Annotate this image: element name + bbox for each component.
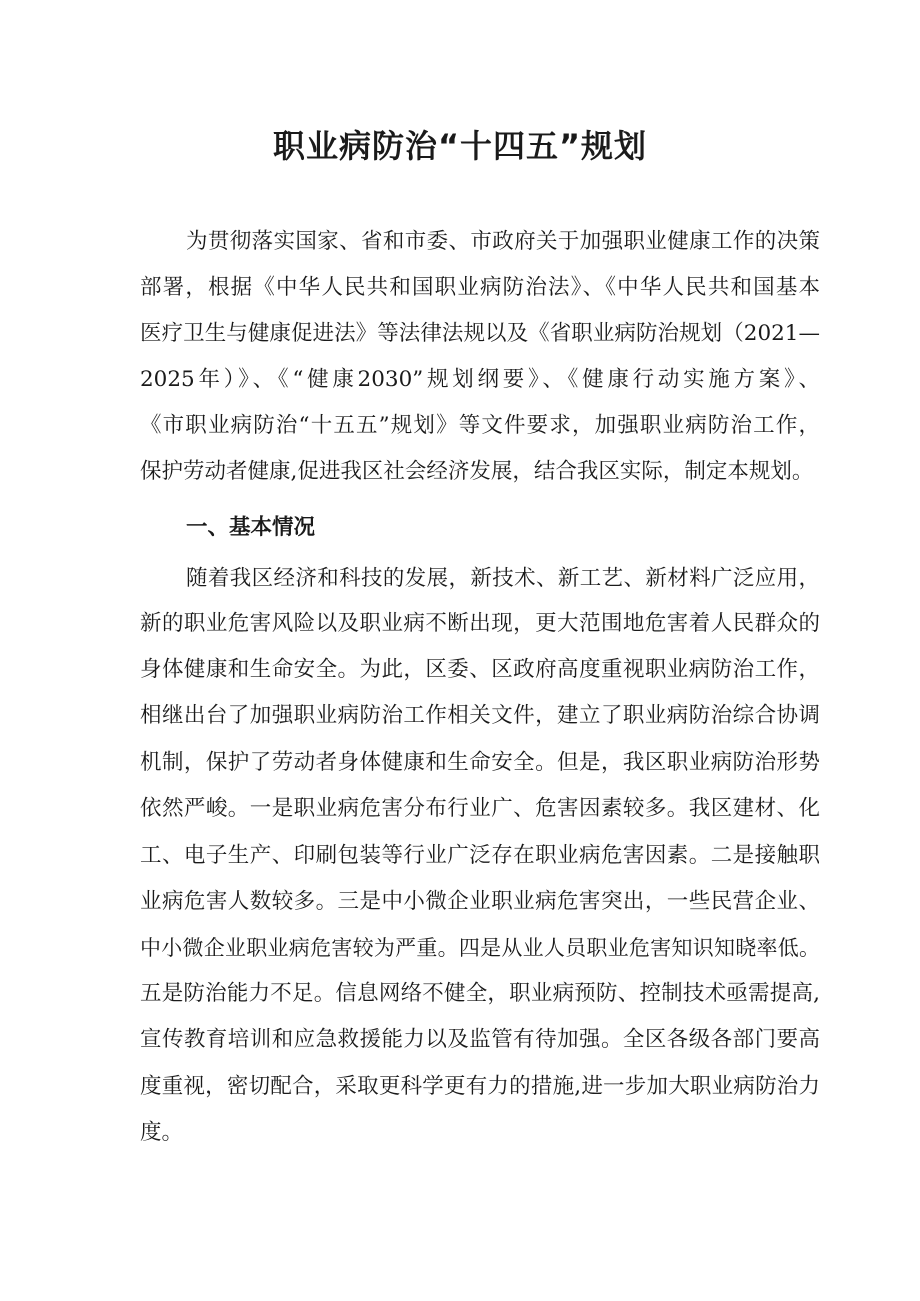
body-line: 工、电子生产、印刷包装等行业广泛存在职业病危害因素。二是接触职 xyxy=(140,843,820,868)
intro-line: 部署，根据《中华人民共和国职业病防治法》、《中华人民共和国基本 xyxy=(140,275,820,300)
body-line: 中小微企业职业病危害较为严重。四是从业人员职业危害知识知晓率低。 xyxy=(140,936,820,960)
intro-line: 《市职业病防治“十五五”规划》等文件要求，加强职业病防治工作， xyxy=(140,413,820,438)
body-line: 相继出台了加强职业病防治工作相关文件，建立了职业病防治综合协调 xyxy=(140,703,820,728)
body-line: 业病危害人数较多。三是中小微企业职业病危害突出，一些民营企业、 xyxy=(140,889,820,914)
body-line: 依然严峻。一是职业病危害分布行业广、危害因素较多。我区建材、化 xyxy=(140,796,820,821)
intro-line: 医疗卫生与健康促进法》等法律法规以及《省职业病防治规划（2021— xyxy=(140,321,820,346)
body-line: 宣传教育培训和应急救援能力以及监管有待加强。全区各级各部门要高 xyxy=(140,1027,820,1052)
body-line: 机制，保护了劳动者身体健康和生命安全。但是，我区职业病防治形势 xyxy=(140,750,820,775)
intro-line: 保护劳动者健康,促进我区社会经济发展，结合我区实际，制定本规划。 xyxy=(140,459,814,484)
document-title: 职业病防治“十四五”规划 xyxy=(272,127,648,165)
body-line: 随着我区经济和科技的发展，新技术、新工艺、新材料广泛应用， xyxy=(186,566,820,591)
intro-line: 2025年）》、《“健康2030”规划纲要》、《健康行动实施方案》、 xyxy=(140,367,820,392)
body-line: 新的职业危害风险以及职业病不断出现，更大范围地危害着人民群众的 xyxy=(140,611,820,636)
body-line: 五是防治能力不足。信息网络不健全，职业病预防、控制技术亟需提高, xyxy=(140,981,820,1006)
body-line: 度重视，密切配合，采取更科学更有力的措施,进一步加大职业病防治力 xyxy=(140,1074,820,1099)
body-line: 身体健康和生命安全。为此，区委、区政府高度重视职业病防治工作， xyxy=(140,657,820,682)
intro-line: 为贯彻落实国家、省和市委、市政府关于加强职业健康工作的决策 xyxy=(186,229,820,254)
section-heading-basic-situation: 一、基本情况 xyxy=(186,515,316,540)
body-line: 度。 xyxy=(140,1120,184,1145)
